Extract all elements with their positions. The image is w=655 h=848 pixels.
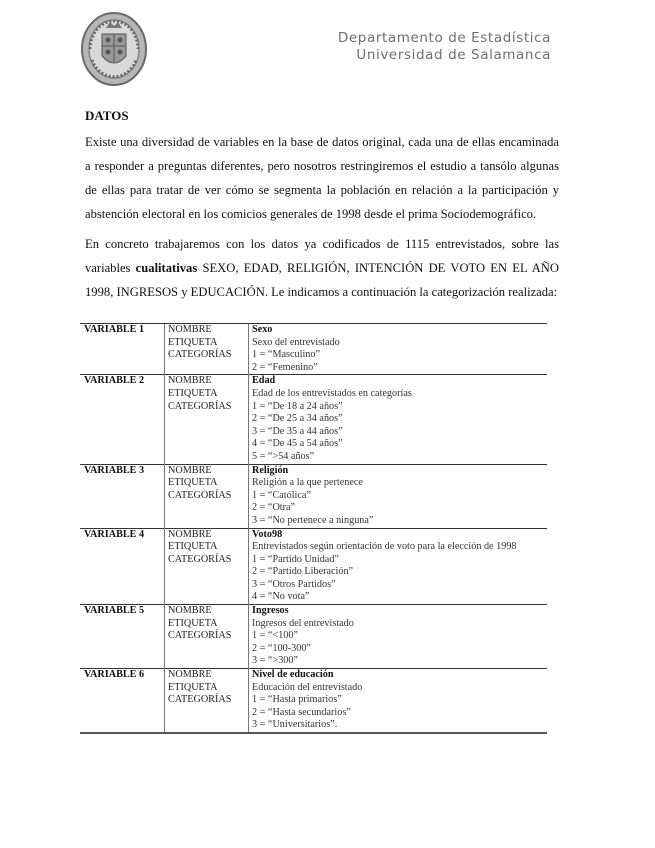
variables-paragraph — [85, 232, 559, 304]
variable-name: Voto98 — [249, 528, 548, 541]
field-label: ETIQUETA — [165, 388, 249, 401]
variable-row — [80, 490, 547, 528]
category-item: 3 = “No pertenece a ninguna” — [252, 514, 374, 526]
variable-row — [80, 477, 547, 490]
variable-description: Ingresos del entrevistado — [249, 618, 548, 631]
field-label: NOMBRE — [165, 375, 249, 388]
variable-row — [80, 669, 547, 682]
field-label: NOMBRE — [165, 464, 249, 477]
category-item: 1 = “Católica” — [252, 489, 311, 501]
category-item: 4 = “No vota” — [252, 591, 310, 603]
field-label: CATEGORÍAS — [165, 349, 249, 375]
variable-row — [80, 337, 547, 350]
variable-description: Religión a la que pertenece — [249, 477, 548, 490]
variable-row — [80, 554, 547, 605]
paragraph-bold-word: cualitativas — [135, 261, 198, 275]
variable-label: VARIABLE 1 — [80, 324, 165, 337]
field-label: ETIQUETA — [165, 541, 249, 554]
field-label: ETIQUETA — [165, 618, 249, 631]
variables-table — [80, 323, 547, 734]
variable-label — [80, 388, 165, 401]
category-item: 1 = “Masculino” — [252, 349, 320, 361]
variable-row — [80, 349, 547, 375]
university-seal-logo — [80, 10, 148, 88]
category-item: 3 = “Universitarios”. — [252, 719, 338, 731]
variable-label — [80, 401, 165, 464]
category-item: 1 = “De 18 a 24 años” — [252, 400, 343, 412]
variable-name: Religión — [249, 464, 548, 477]
variable-row — [80, 618, 547, 631]
field-label: CATEGORÍAS — [165, 694, 249, 733]
field-label: NOMBRE — [165, 605, 249, 618]
department-header — [338, 30, 551, 64]
category-item: 2 = “Otra” — [252, 502, 296, 514]
variable-label: VARIABLE 3 — [80, 464, 165, 477]
variable-description: Sexo del entrevistado — [249, 337, 548, 350]
field-label: NOMBRE — [165, 324, 249, 337]
variable-row — [80, 541, 547, 554]
field-label: ETIQUETA — [165, 337, 249, 350]
paragraph-text-before: En concreto trabajaremos con los datos ya codificados de 1115 entrevistados, sobre las variables — [85, 237, 559, 275]
categories-list — [249, 349, 548, 375]
category-item: 3 = “De 35 a 44 años” — [252, 425, 343, 437]
variable-row — [80, 464, 547, 477]
variable-row — [80, 682, 547, 695]
categories-list — [249, 630, 548, 668]
variable-description: Edad de los entrevistados en categorías — [249, 388, 548, 401]
section-title: DATOS — [85, 108, 129, 123]
category-item: 2 = “Hasta secundarios” — [252, 706, 351, 718]
variable-row — [80, 388, 547, 401]
field-label: ETIQUETA — [165, 477, 249, 490]
university-name: Universidad de Salamanca — [356, 47, 551, 63]
category-item: 2 = “Partido Liberación” — [252, 566, 354, 578]
category-item: 5 = “>54 años” — [252, 450, 315, 462]
intro-paragraph: Existe una diversidad de variables en la base de datos original, cada una de ellas encaminada a responder a preguntas diferentes, pero nosotros restringiremos el estudio a tansólo algunas de ellas para tratar de ver cómo se segmenta la población en relación a la participación y abstención electoral en los comicios generales de 1998 desde el prima Sociodemográfico. — [85, 135, 559, 221]
department-name: Departamento de Estadística — [337, 30, 551, 46]
variable-label: VARIABLE 4 — [80, 528, 165, 541]
variable-name: Edad — [249, 375, 548, 388]
category-item: 1 = “Hasta primarios” — [252, 694, 342, 706]
field-label: NOMBRE — [165, 669, 249, 682]
variable-description: Entrevistados según orientación de voto para la elección de 1998 — [249, 541, 548, 554]
paragraph-text-after: SEXO, EDAD, RELIGIÓN, INTENCIÓN DE VOTO EN EL AÑO 1998, INGRESOS y EDUCACIÓN. Le indicamos a continuación la categorización realizada: — [85, 261, 560, 299]
variable-name: Ingresos — [249, 605, 548, 618]
variable-row — [80, 694, 547, 733]
variable-label — [80, 490, 165, 528]
variable-label — [80, 682, 165, 695]
variable-row — [80, 605, 547, 618]
categories-list — [249, 401, 548, 464]
categories-list — [249, 490, 548, 528]
variable-label: VARIABLE 6 — [80, 669, 165, 682]
variable-label — [80, 541, 165, 554]
category-item: 1 = “<100” — [252, 630, 299, 642]
category-item: 2 = “100-300” — [252, 642, 311, 654]
field-label: CATEGORÍAS — [165, 630, 249, 668]
category-item: 2 = “Femenino” — [252, 361, 318, 373]
field-label: CATEGORÍAS — [165, 554, 249, 605]
variable-label — [80, 337, 165, 350]
variable-row — [80, 324, 547, 337]
variable-label — [80, 349, 165, 375]
category-item: 3 = “Otros Partidos” — [252, 578, 336, 590]
variable-label: VARIABLE 2 — [80, 375, 165, 388]
field-label: NOMBRE — [165, 528, 249, 541]
categories-list — [249, 554, 548, 605]
variable-label: VARIABLE 5 — [80, 605, 165, 618]
variable-description: Educación del entrevistado — [249, 682, 548, 695]
categories-list — [249, 694, 548, 733]
variable-name: Nivel de educación — [249, 669, 548, 682]
variable-row — [80, 375, 547, 388]
field-label: CATEGORÍAS — [165, 401, 249, 464]
variable-label — [80, 477, 165, 490]
variable-row — [80, 401, 547, 464]
variable-label — [80, 630, 165, 668]
field-label: CATEGORÍAS — [165, 490, 249, 528]
category-item: 1 = “Partido Unidad” — [252, 553, 339, 565]
category-item: 2 = “De 25 a 34 años” — [252, 413, 343, 425]
variable-row — [80, 630, 547, 668]
variable-row — [80, 528, 547, 541]
variable-label — [80, 694, 165, 733]
field-label: ETIQUETA — [165, 682, 249, 695]
variable-name: Sexo — [249, 324, 548, 337]
variable-label — [80, 554, 165, 605]
category-item: 4 = “De 45 a 54 años” — [252, 438, 343, 450]
variable-label — [80, 618, 165, 631]
category-item: 3 = “>300” — [252, 655, 299, 667]
